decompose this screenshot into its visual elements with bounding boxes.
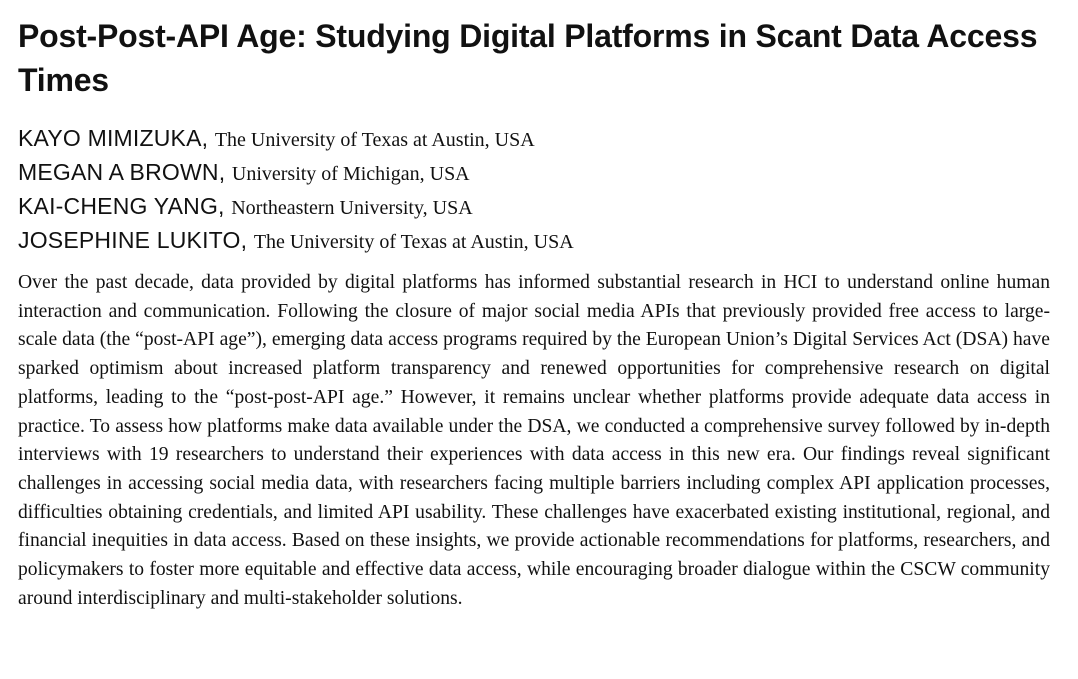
author-separator: , — [201, 125, 215, 151]
author-separator: , — [240, 227, 254, 253]
author-entry — [18, 189, 1050, 223]
author-affiliation: The University of Texas at Austin, USA — [214, 129, 535, 151]
paper-title: Post-Post-API Age: Studying Digital Platforms in Scant Data Access Times — [18, 18, 1038, 98]
author-entry — [18, 121, 1050, 155]
abstract-text: Over the past decade, data provided by digital platforms has informed substantial research in HCI to understand online human interaction and communication. Following the closure of major social media APIs that previously provided free access to large-scale data (the “post-API age”), emerging data access programs required by the European Union’s Digital Services Act (DSA) have sparked optimism about increased platform transparency and renewed opportunities for comprehensive research on digital platforms, leading to the “post-post-API age.” However, it remains unclear whether platforms provide adequate data access in practice. To assess how platforms make data available under the DSA, we conducted a comprehensive survey followed by in-depth interviews with 19 researchers to understand their experiences with data access in this new era. Our findings reveal significant challenges in accessing social media data, with researchers facing multiple barriers including complex API application processes, difficulties obtaining credentials, and limited API usability. These challenges have exacerbated existing institutional, regional, and financial inequities in data access. Based on these insights, we provide actionable recommendations for platforms, researchers, and policymakers to foster more equitable and effective data access, while encouraging broader dialogue within the CSCW community around interdisciplinary and multi-stakeholder solutions. — [18, 272, 1050, 609]
paper-page — [18, 14, 1050, 633]
author-name: KAI-CHENG YANG — [18, 193, 219, 219]
author-name: MEGAN A BROWN — [18, 159, 219, 185]
author-list — [18, 121, 1050, 257]
author-affiliation: Northeastern University, USA — [231, 197, 473, 219]
author-entry — [18, 223, 1050, 257]
author-entry — [18, 155, 1050, 189]
author-name: KAYO MIMIZUKA — [18, 125, 202, 151]
author-name: JOSEPHINE LUKITO — [18, 227, 241, 253]
author-separator: , — [218, 193, 232, 219]
author-affiliation: The University of Texas at Austin, USA — [253, 231, 574, 253]
author-separator: , — [218, 159, 232, 185]
author-affiliation: University of Michigan, USA — [231, 163, 470, 185]
